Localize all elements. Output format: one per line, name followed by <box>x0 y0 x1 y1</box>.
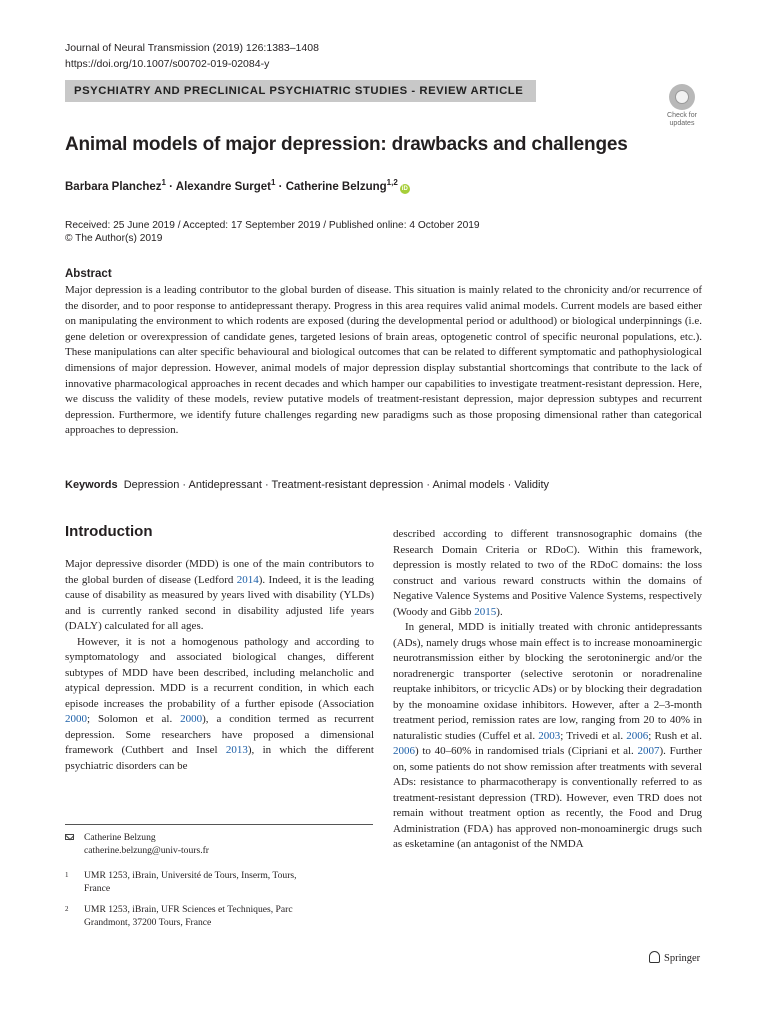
left-column <box>65 557 374 774</box>
author-name: Alexandre Surget <box>175 180 271 193</box>
springer-horse-icon <box>649 951 660 963</box>
author-separator: · <box>165 180 176 193</box>
author-affiliation: 1,2 <box>386 178 398 187</box>
keywords-label: Keywords <box>65 479 118 491</box>
author-separator: · <box>275 180 286 193</box>
check-updates-line1: Check for <box>667 112 697 119</box>
check-updates-line2: updates <box>669 120 695 127</box>
citation-link[interactable]: 2006 <box>626 729 649 742</box>
affiliation-1 <box>65 869 297 895</box>
citation-link[interactable]: 2007 <box>637 745 660 757</box>
author-name: Catherine Belzung <box>285 180 387 193</box>
publisher-logo <box>649 951 700 964</box>
corresponding-email[interactable]: catherine.belzung@univ-tours.fr <box>84 845 209 856</box>
abstract-text: Major depression is a leading contributor to the global burden of disease. This situation is mainly related to the chronicity and/or recurrence of the disorder, and to poor response to antidepressant therapy. Progress in this area requires valid animal models. Current models are based either on manipulating the environment to which rodents are exposed (during the developmental period or adulthood) or biological underpinnings (i.e. gene deletion or overexpression of candidate genes, targeted lesions of brain areas, optogenetic control of specific neuronal populations, etc.). These manipulations can alter specific behavioural and biological outcomes that can be related to different symptomatic and pathophysiological dimensions of major depression. However, animal models of major depression display substantial shortcomings that contribute to the lack of innovative pharmacological approaches in recent decades and which hamper our capabilities to investigate treatment-resistant depression. Here, we discuss the validity of these models, review putative models of treatment-resistant depression, major depression subtypes and recurrent depression. Furthermore, we identify future challenges regarding new paradigms such as those proposing dimensional rather than categorical approaches to depression. <box>65 284 702 437</box>
doi-link[interactable]: https://doi.org/10.1007/s00702-019-02084-y <box>65 58 270 70</box>
check-updates-icon <box>669 84 695 110</box>
article-title: Animal models of major depression: drawbacks and challenges <box>65 134 628 155</box>
publication-dates <box>65 219 480 245</box>
journal-citation: Journal of Neural Transmission (2019) 126:1383–1408 <box>65 42 319 54</box>
affiliation-line: UMR 1253, iBrain, UFR Sciences et Techniques, Parc <box>84 904 293 915</box>
footnote-divider <box>65 824 373 825</box>
affiliation-line: UMR 1253, iBrain, Université de Tours, Inserm, Tours, <box>84 870 297 881</box>
citation-link[interactable]: 2006 <box>393 745 415 757</box>
affiliation-2 <box>65 903 293 929</box>
paragraph: described according to different transnosographic domains (the Research Domain Criteria or RDoC). Within this framework, depression is mostly related to two of the RDoC domains: the loss construct and various reward constructs within the domains of Negative Valence Systems and Positive Valence Systems, respectively (Woody and Gibb 2015). <box>393 528 702 618</box>
citation-link[interactable]: 2003 <box>538 729 561 742</box>
introduction-heading: Introduction <box>65 523 153 540</box>
affiliation-number: 1 <box>65 871 69 879</box>
email-icon <box>65 834 74 840</box>
publisher-name: Springer <box>664 953 701 964</box>
corresponding-author-note <box>65 831 209 857</box>
affiliation-line: Grandmont, 37200 Tours, France <box>84 917 212 928</box>
journal-header <box>65 40 319 72</box>
citation-link[interactable]: 2000 <box>65 713 87 725</box>
author-name: Barbara Planchez <box>65 180 162 193</box>
citation-link[interactable]: 2000 <box>180 713 203 725</box>
right-column <box>393 527 702 853</box>
keywords-list: Depression · Antidepressant · Treatment-resistant depression · Animal models · Validity <box>123 479 550 491</box>
author-affiliation: 1 <box>161 178 166 187</box>
citation-link[interactable]: 2014 <box>236 573 259 586</box>
author-affiliation: 1 <box>271 178 276 187</box>
copyright-line: © The Author(s) 2019 <box>65 233 163 244</box>
section-banner: PSYCHIATRY AND PRECLINICAL PSYCHIATRIC STUDIES - REVIEW ARTICLE <box>65 80 536 102</box>
paragraph: Major depressive disorder (MDD) is one of the main contributors to the global burden of disease (Ledford 2014). Indeed, it is the leading cause of disability as measured by years lived with disability (YLDs) and is currently ranked second in disability adjusted life years (DALY) calculated for all ages. <box>65 558 375 632</box>
corresponding-name: Catherine Belzung <box>84 832 156 843</box>
citation-link[interactable]: 2015 <box>474 605 497 618</box>
paragraph: However, it is not a homogenous pathology and according to symptomatology and associated biological changes, different subtypes of MDD have been described, including melancholic and atypical depression. MDD is a recurrent condition, in which each episode increases the probability of a further episode (Association 2000; Solomon et al. 2000), a condition termed as recurrent depression. Some researchers have proposed a dimensional framework (Cuthbert and Insel 2013), in which the different psychiatric disorders can be <box>65 635 374 772</box>
dates-line: Received: 25 June 2019 / Accepted: 17 September 2019 / Published online: 4 October 2019 <box>65 220 480 231</box>
abstract-heading: Abstract <box>65 268 112 280</box>
citation-link[interactable]: 2013 <box>225 744 248 756</box>
keywords <box>65 479 549 491</box>
affiliation-line: France <box>84 883 111 894</box>
author-list <box>65 178 410 194</box>
orcid-icon[interactable]: iD <box>401 185 408 192</box>
paragraph: In general, MDD is initially treated with chronic antidepressants (ADs), namely drugs whose main effect is to increase monoaminergic neurotransmission either by blocking the serotoninergic and/or the noradrenergic transporter (selective serotonin or noradrenaline reuptake inhibitors, or tricyclic ADs) or by blocking their degradation by the monoamine oxidase inhibitors. However, after a 2–3-month treatment period, remission rates are low, ranging from 20 to 40% in naturalistic studies (Cuffel et al. 2003; Trivedi et al. 2006; Rush et al. 2006) to 40–60% in randomised trials (Cipriani et al. 2007). Further on, some patients do not show remission after treatments with several ADs: resistance to pharmacotherapy is conventionally referred to as treatment-resistant depression (TRD). However, even TRD does not remain without treatment option as recently, the Food and Drug Administration (FDA) has approved non-monoaminergic drugs such as esketamine (an antagonist of the NMDA <box>393 621 702 850</box>
affiliation-number: 2 <box>65 905 69 913</box>
check-for-updates-badge[interactable] <box>663 84 701 128</box>
